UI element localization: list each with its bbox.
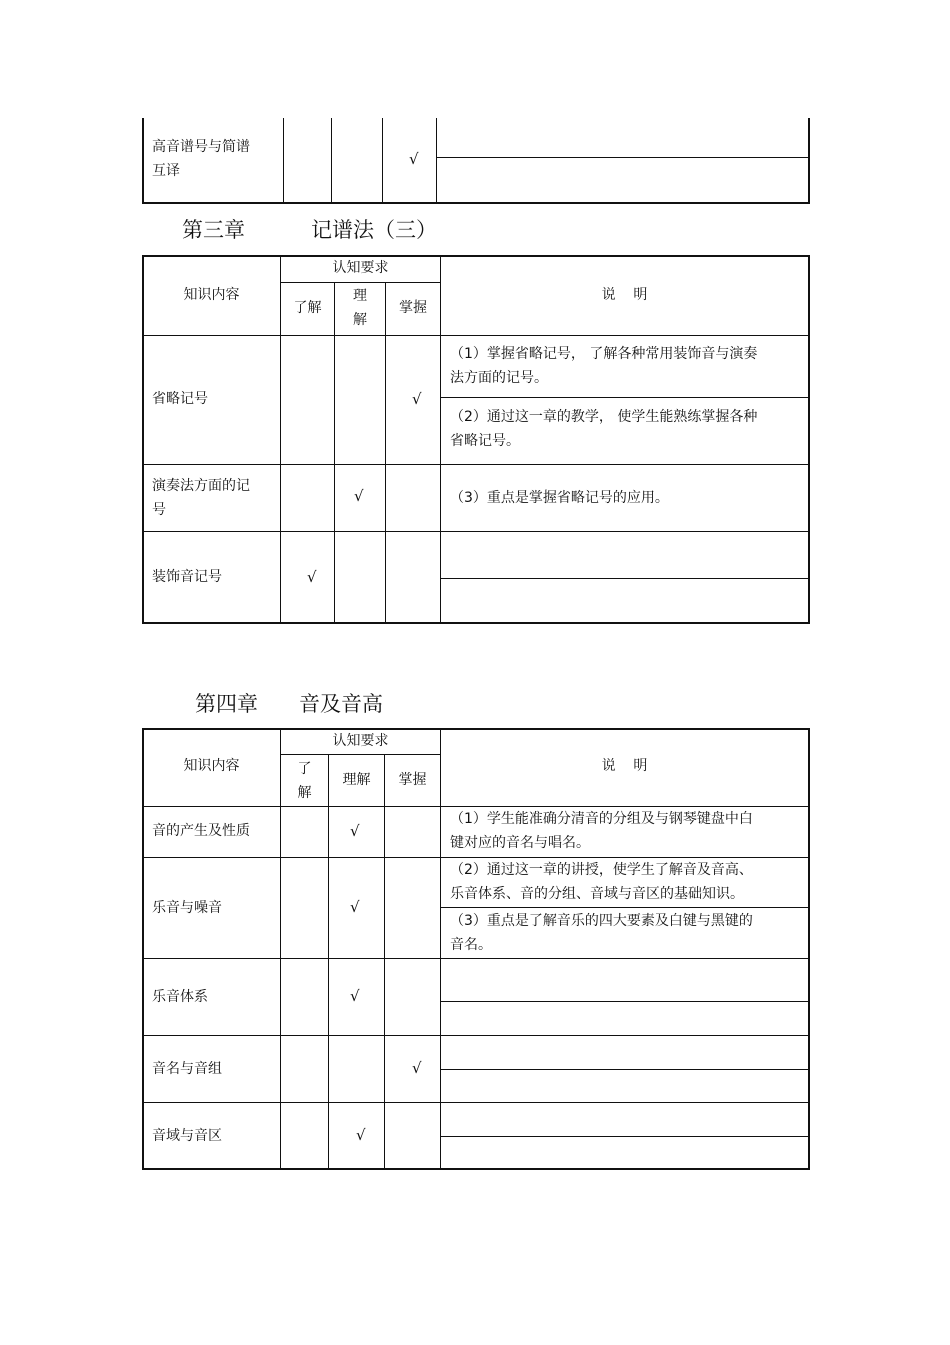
- header-notes: 说 明: [601, 287, 648, 303]
- note-item: （2）通过这一章的讲授，使学生了解音及音高、 乐音体系、音的分组、音域与音区的基础知识。: [450, 862, 753, 902]
- check-mark: √: [350, 898, 360, 916]
- header-comprehend: 理解: [342, 772, 371, 788]
- row-label: 音名与音组: [152, 1061, 222, 1077]
- header-understand-basic: 了 解: [297, 761, 312, 801]
- header-comprehend: 理 解: [353, 288, 367, 328]
- chapter3-title-name: 记谱法（三）: [311, 218, 437, 242]
- header-cognitive-requirement: 认知要求: [332, 733, 389, 749]
- check-mark: √: [412, 1059, 422, 1077]
- header-knowledge-content: 知识内容: [183, 758, 240, 774]
- header-cognitive-requirement: 认知要求: [332, 260, 389, 276]
- check-mark: √: [354, 487, 364, 505]
- row-label: 乐音体系: [152, 989, 208, 1005]
- check-mark: √: [350, 822, 360, 840]
- check-mark: √: [356, 1126, 366, 1144]
- note-item: （3）重点是掌握省略记号的应用。: [450, 490, 669, 506]
- row-label: 装饰音记号: [152, 569, 222, 585]
- header-master: 掌握: [398, 772, 427, 788]
- note-item: （3）重点是了解音乐的四大要素及白键与黑键的 音名。: [450, 913, 753, 953]
- note-item: （1）学生能准确分清音的分组及与钢琴键盘中白 键对应的音名与唱名。: [450, 811, 753, 851]
- chapter4-title-number: 第四章: [195, 692, 258, 716]
- chapter3-title-number: 第三章: [182, 218, 245, 242]
- row-label: 音的产生及性质: [152, 823, 250, 839]
- check-mark: √: [307, 568, 317, 586]
- row-label: 高音谱号与简谱 互译: [152, 139, 250, 179]
- check-mark: √: [350, 987, 360, 1005]
- header-master: 掌握: [399, 300, 427, 316]
- row-label: 乐音与噪音: [152, 900, 222, 916]
- row-label: 省略记号: [152, 391, 208, 407]
- header-notes: 说 明: [601, 758, 648, 774]
- row-label: 演奏法方面的记 号: [152, 478, 250, 518]
- check-mark: √: [409, 150, 419, 168]
- header-knowledge-content: 知识内容: [183, 287, 240, 303]
- note-item: （2）通过这一章的教学， 使学生能熟练掌握各种 省略记号。: [450, 409, 758, 449]
- header-understand-basic: 了解: [293, 300, 322, 316]
- row-label: 音域与音区: [152, 1128, 222, 1144]
- check-mark: √: [412, 390, 422, 408]
- chapter4-title-name: 音及音高: [299, 692, 383, 716]
- note-item: （1）掌握省略记号， 了解各种常用装饰音与演奏 法方面的记号。: [450, 346, 758, 386]
